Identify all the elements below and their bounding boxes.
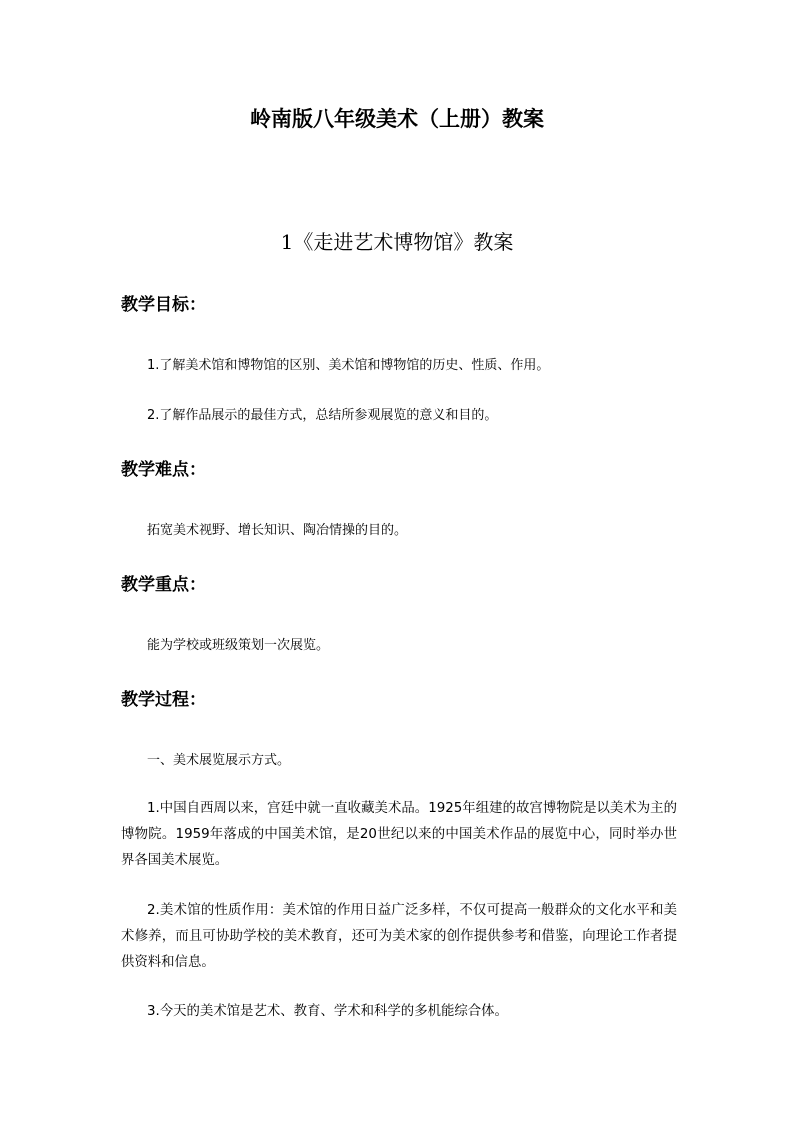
process-paragraph-3: 3.今天的美术馆是艺术、教育、学术和科学的多机能综合体。 — [147, 1004, 508, 1019]
key-points-text: 能为学校或班级策划一次展览。 — [147, 638, 330, 653]
difficulty-text: 拓宽美术视野、增长知识、陶冶情操的目的。 — [147, 523, 408, 538]
process-paragraph-1: 1.中国自西周以来，宫廷中就一直收藏美术品。1925年组建的故宫博物院是以美术为主的博物院。1959年落成的中国美术馆，是20世纪以来的中国美术作品的展览中心，同时举办世界各国美术展览。 — [121, 801, 677, 868]
lesson-title: 1《走进艺术博物馆》教案 — [280, 230, 514, 254]
process-heading: 教学过程： — [121, 690, 206, 710]
process-section-one: 一、美术展览展示方式。 — [147, 753, 291, 768]
objectives-heading: 教学目标： — [121, 295, 206, 315]
key-points-heading: 教学重点： — [121, 575, 206, 595]
objective-item-1: 1.了解美术馆和博物馆的区别、美术馆和博物馆的历史、性质、作用。 — [147, 358, 550, 373]
document-title: 岭南版八年级美术（上册）教案 — [250, 107, 544, 131]
difficulty-heading: 教学难点： — [121, 460, 206, 480]
objective-item-2: 2.了解作品展示的最佳方式，总结所参观展览的意义和目的。 — [147, 408, 498, 423]
process-paragraph-2: 2.美术馆的性质作用：美术馆的作用日益广泛多样，不仅可提高一般群众的文化水平和美术修养，而且可协助学校的美术教育，还可为美术家的创作提供参考和借鉴，向理论工作者提供资料和信息。 — [121, 903, 677, 970]
